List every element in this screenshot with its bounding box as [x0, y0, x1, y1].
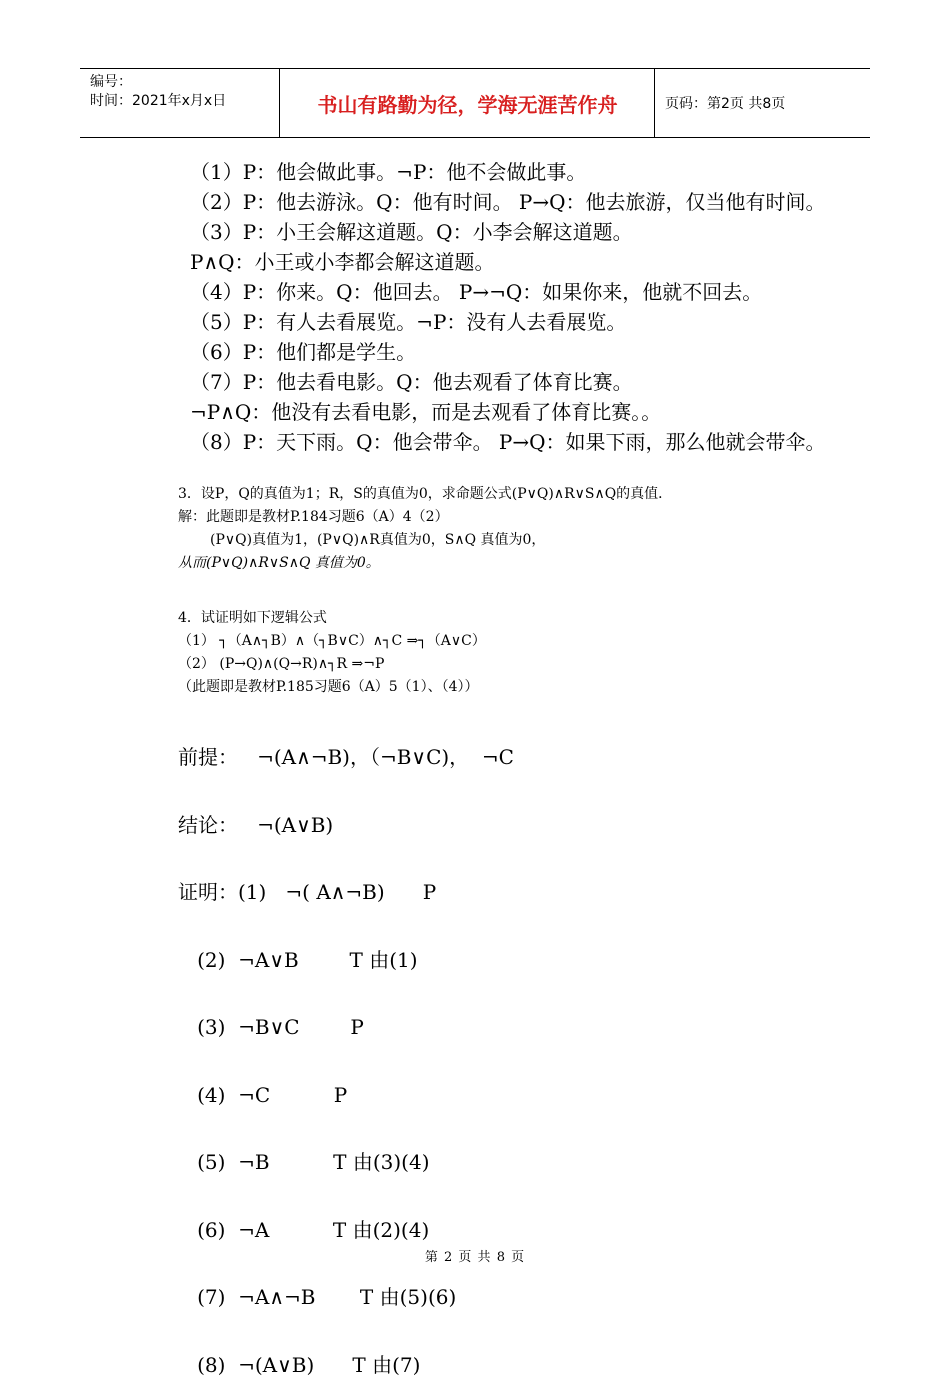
translation-line: （4）P：你来。Q：他回去。 P→¬Q：如果你来，他就不回去。 [190, 280, 763, 304]
problem-3-solution-intro: 解：此题即是教材P.184习题6（A）4（2） [178, 509, 449, 525]
problem-4 [178, 607, 486, 699]
proof-premise: 前提： ¬(A∧¬B)，（¬B∨C)， ¬C [178, 745, 514, 769]
proof-block [178, 705, 514, 1399]
problem-4-item2: （2） (P→Q)∧(Q→R)∧┐R ⇒¬P [178, 656, 385, 672]
problem-3-solution-line1: (P∨Q)真值为1，(P∨Q)∧R真值为0，S∧Q 真值为0， [210, 532, 546, 548]
serial-label: 编号： [90, 74, 132, 90]
page-header [80, 68, 870, 138]
proof-step: 证明：(1) ¬( A∧¬B) P [178, 880, 437, 904]
translation-line: （6）P：他们都是学生。 [190, 340, 417, 364]
proof-step: (4) ¬C P [178, 1082, 348, 1107]
translation-line: ¬P∧Q：他没有去看电影，而是去观看了体育比赛。。 [190, 400, 662, 424]
problem-3 [178, 483, 672, 575]
translation-line: （8）P：天下雨。Q：他会带伞。 P→Q：如果下雨，那么他就会带伞。 [190, 430, 826, 454]
problem-4-title: 4．试证明如下逻辑公式 [178, 610, 327, 626]
problem-3-solution-line2: 从而(P∨Q)∧R∨S∧Q 真值为0。 [178, 555, 380, 571]
proof-step: (2) ¬A∨B T 由(1) [178, 947, 418, 972]
translation-line: P∧Q：小王或小李都会解这道题。 [190, 250, 495, 274]
translation-line: （7）P：他去看电影。Q：他去观看了体育比赛。 [190, 370, 633, 394]
problem-4-note: （此题即是教材P.185习题6（A）5（1）、（4）） [178, 679, 479, 695]
header-meta [80, 69, 280, 137]
problem-4-item1: （1） ┐（A∧┐B）∧（┐B∨C）∧┐C ⇒┐（A∨C） [178, 633, 486, 649]
time-label: 时间：2021年x月x日 [90, 93, 227, 109]
translation-line: （1）P：他会做此事。¬P：他不会做此事。 [190, 160, 587, 184]
proof-conclusion: 结论： ¬(A∨B) [178, 812, 334, 837]
translation-line: （2）P：他去游泳。Q：他有时间。 P→Q：他去旅游，仅当他有时间。 [190, 190, 826, 214]
header-motto: 书山有路勤为径，学海无涯苦作舟 [281, 69, 655, 137]
proof-step: (7) ¬A∧¬B T 由(5)(6) [178, 1285, 457, 1309]
header-page-label: 页码：第2页 共8页 [665, 96, 786, 112]
translation-line: （3）P：小王会解这道题。Q：小李会解这道题。 [190, 220, 633, 244]
problem-3-question: 3．设P，Q的真值为1；R，S的真值为0，求命题公式(P∨Q)∧R∨S∧Q的真值． [178, 486, 673, 502]
proof-step: (3) ¬B∨C P [178, 1015, 364, 1039]
page-footer: 第 2 页 共 8 页 [424, 1250, 526, 1265]
proof-step: (5) ¬B T 由(3)(4) [178, 1150, 430, 1174]
proof-step: (6) ¬A T 由(2)(4) [178, 1217, 430, 1242]
translation-line: （5）P：有人去看展览。¬P：没有人去看展览。 [190, 310, 627, 334]
translation-list [190, 157, 826, 457]
proof-step: (8) ¬(A∨B) T 由(7) [178, 1352, 421, 1377]
